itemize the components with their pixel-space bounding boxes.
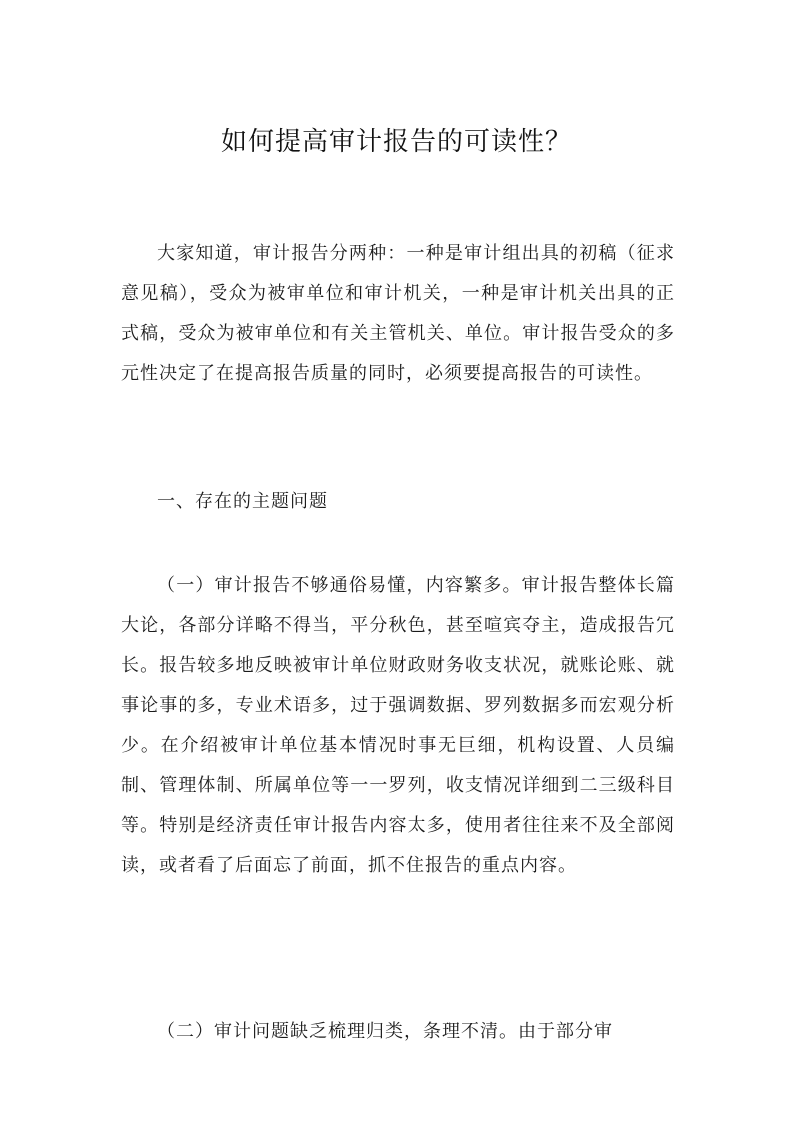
- document-title: 如何提高审计报告的可读性？: [220, 127, 572, 157]
- body-paragraph-2: （二）审计问题缺乏梳理归类，条理不清。由于部分审: [157, 1021, 613, 1042]
- section-heading: 一、存在的主题问题: [157, 491, 328, 512]
- body-paragraph-1: （一）审计报告不够通俗易懂，内容繁多。审计报告整体长篇大论，各部分详略不得当，平分秋色，甚至喧宾夺主，造成报告冗长。报告较多地反映被审计单位财政财务收支状况，就账论账、就事论事的多，专业术语多，过于强调数据、罗列数据多而宏观分析少。在介绍被审计单位基本情况时事无巨细，机构设置、人员编制、管理体制、所属单位等一一罗列，收支情况详细到二三级科目等。特别是经济责任审计报告内容太多，使用者往往来不及全部阅读，或者看了后面忘了前面，抓不住报告的重点内容。: [121, 575, 675, 876]
- intro-paragraph: 大家知道，审计报告分两种：一种是审计组出具的初稿（征求意见稿），受众为被审单位和审计机关，一种是审计机关出具的正式稿，受众为被审单位和有关主管机关、单位。审计报告受众的多元性决定了在提高报告质量的同时，必须要提高报告的可读性。: [121, 243, 675, 384]
